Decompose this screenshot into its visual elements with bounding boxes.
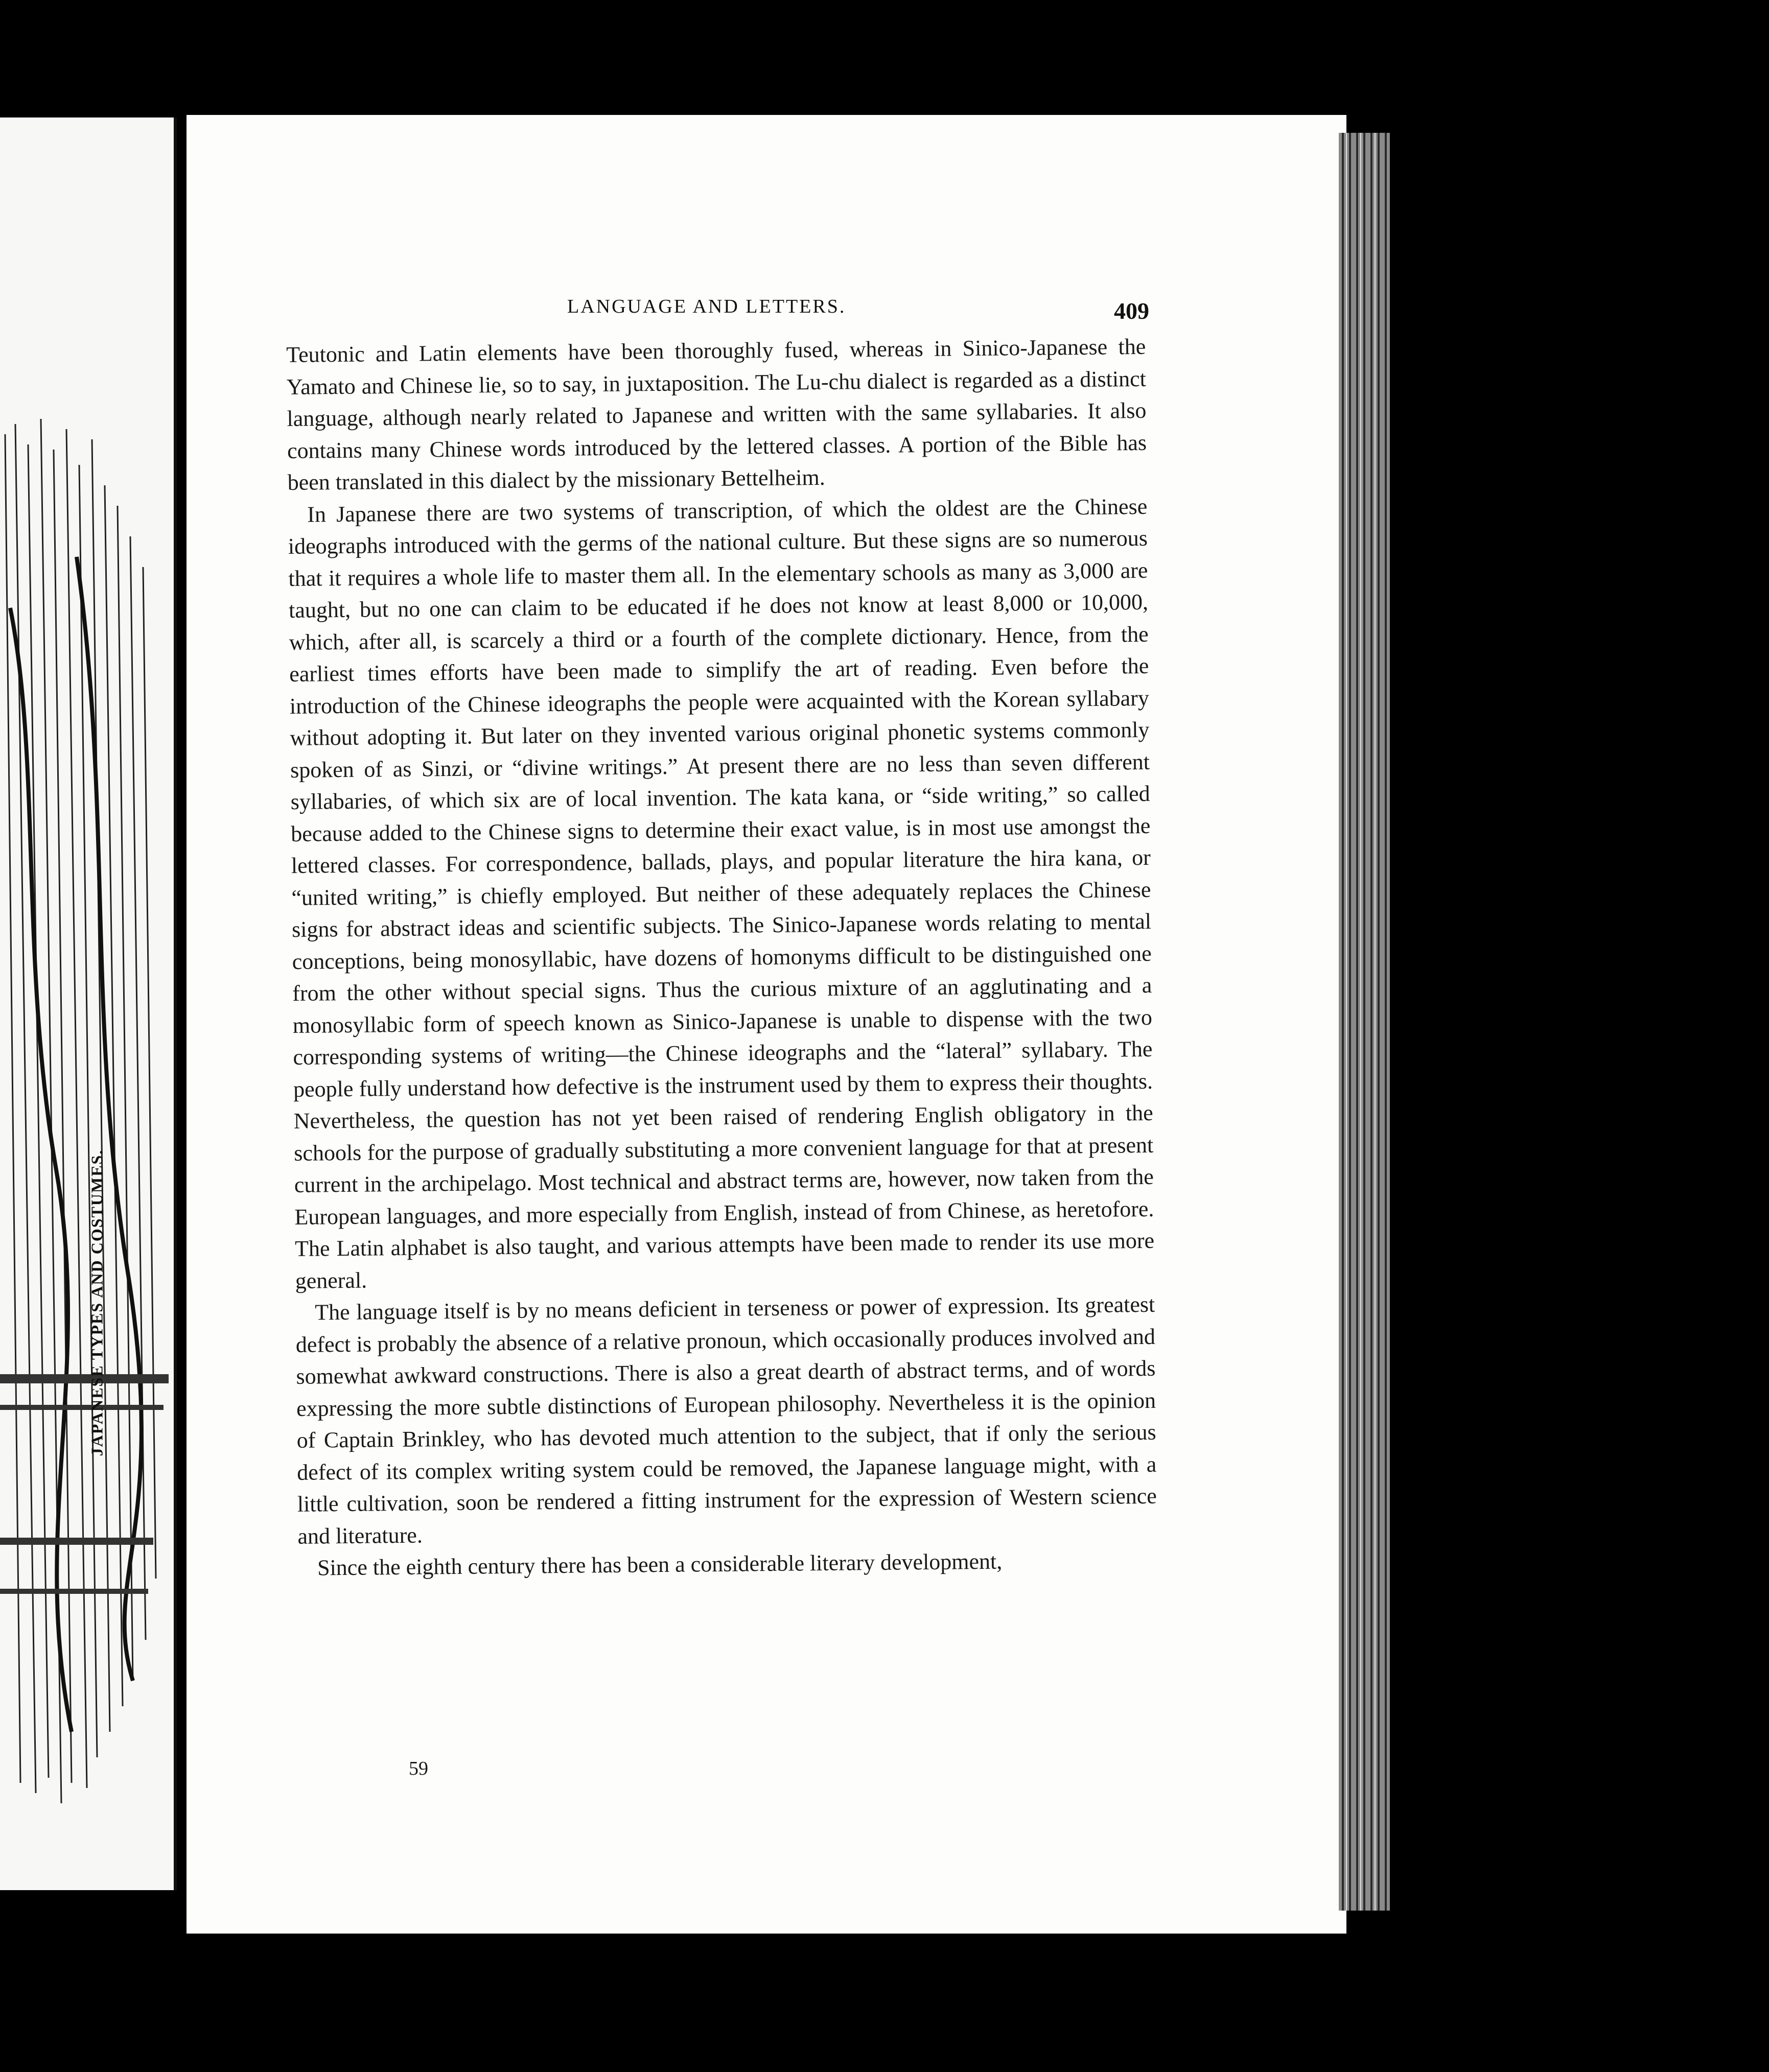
page-text: [286, 331, 1157, 1585]
signature-mark: 59: [409, 1758, 428, 1779]
running-head: LANGUAGE AND LETTERS.: [567, 296, 846, 317]
side-caption: JAPANESE TYPES AND COSTUMES.: [87, 1149, 106, 1456]
stacked-page-edges: [1339, 133, 1390, 1911]
engraving-illustration: [0, 404, 174, 1824]
left-page: [0, 117, 177, 1890]
paragraph: Teutonic and Latin elements have been thoroughly fused, whereas in Sinico-Japanese the Yamato and Chinese lie, so to say, in juxtaposition. The Lu-chu dialect is regarded as a distinct language, although nearly related to Japanese and written with the same syllabaries. It also contains many Chinese words introduced by the lettered classes. A portion of the Bible has been translated in this dialect by the missionary Bettelheim.: [286, 334, 1147, 495]
page-number: 409: [1114, 298, 1149, 324]
scan-border: [0, 2038, 1769, 2072]
paragraph: The language itself is by no means deficient in terseness or power of expression. Its greatest defect is probably the absence of a relative pronoun, which occasionally produces involved and somewhat awkward constructions. There is also a great dearth of abstract terms, and of words expressing the more subtle distinctions of European philosophy. Nevertheless it is the opinion of Captain Brinkley, who has devoted much attention to the subject, that if only the serious defect of its complex writing system could be removed, the Japanese language might, with a little cultivation, soon be rendered a fitting instrument for the expression of Western science and literature.: [295, 1291, 1157, 1549]
paragraph: Since the eighth century there has been a considerable literary development,: [317, 1548, 1003, 1581]
paragraph: In Japanese there are two systems of transcription, of which the oldest are the Chinese ideographs introduced with the germs of the national culture. But these signs are so numerous that it requires a whole life to master them all. In the elementary schools as many as 3,000 are taught, but no one can claim to be educated if he does not know at least 8,000 or 10,000, which, after all, is scarcely a third or a fourth of the complete dictionary. Hence, from the earliest times efforts have been made to simplify the art of reading. Even before the introduction of the Chinese ideographs the people were acquainted with the Korean syllabary without adopting it. But later on they invented various original phonetic systems commonly spoken of as Sinzi, or “divine writings.” At present there are no less than seven different syllabaries, of which six are of local invention. The kata kana, or “side writing,” so called because added to the Chinese signs to determine their exact value, is in most use amongst the lettered classes. For correspondence, ballads, plays, and popular literature the hira kana, or “united writing,” is chiefly employed. But neither of these adequately replaces the Chinese signs for abstract ideas and scientific subjects. The Sinico-Japanese words relating to mental conceptions, being monosyllabic, have dozens of homonyms difficult to be distinguished one from the other without special signs. Thus the curious mixture of an agglutinating and a monosyllabic form of speech known as Sinico-Japanese is unable to dispense with the two corresponding systems of writing—the Chinese ideographs and the “lateral” syllabary. The people fully understand how defective is the instrument used by them to express their thoughts. Nevertheless, the question has not yet been raised of rendering English obligatory in the schools for the purpose of gradually substituting a more convenient language for that at present current in the archipelago. Most technical and abstract terms are, however, now taken from the European languages, and more especially from English, instead of from Chinese, as heretofore. The Latin alphabet is also taught, and various attempts have been made to render its use more general.: [288, 493, 1155, 1293]
